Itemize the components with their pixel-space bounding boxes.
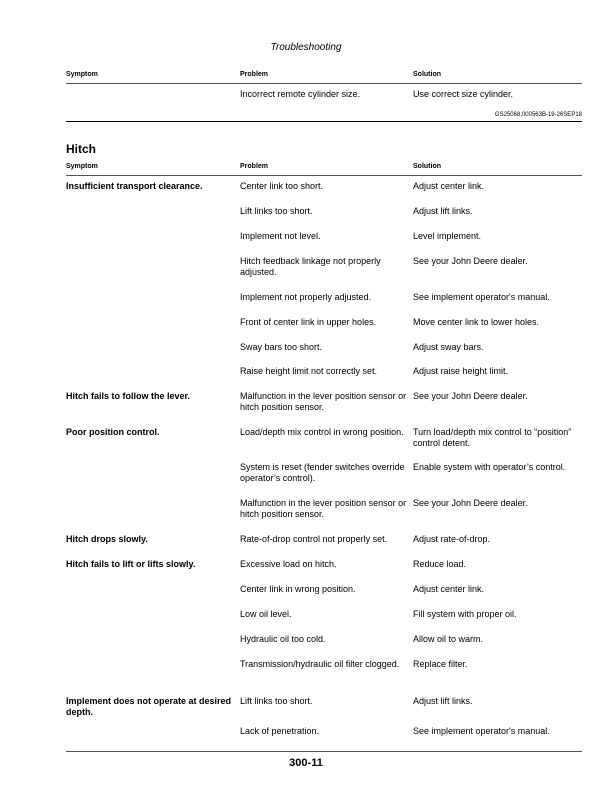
- hitch-header-solution: Solution: [413, 163, 441, 170]
- problem-cell: Rate-of-drop control not properly set.: [240, 534, 388, 544]
- solution-cell: Adjust sway bars.: [413, 342, 484, 352]
- table1-header-rule: [66, 83, 582, 84]
- running-head: Troubleshooting: [270, 42, 342, 53]
- problem-cell: Sway bars too short.: [240, 342, 323, 352]
- hitch-header-rule: [66, 175, 582, 176]
- problem-cell: Malfunction in the lever position sensor or hitch position sensor.: [240, 391, 407, 412]
- problem-cell: Excessive load on hitch.: [240, 559, 337, 569]
- problem-cell: Center link too short.: [240, 181, 324, 191]
- solution-cell: Level implement.: [413, 231, 482, 241]
- table1-header-problem: Problem: [240, 71, 269, 78]
- problem-cell: Front of center link in upper holes.: [240, 317, 377, 327]
- symptom-cell: Hitch fails to follow the lever.: [66, 391, 191, 401]
- solution-cell: Adjust center link.: [413, 181, 485, 191]
- problem-cell: Incorrect remote cylinder size.: [240, 89, 361, 99]
- problem-cell: System is reset (fender switches override operator’s control).: [240, 462, 405, 483]
- solution-cell: Adjust raise height limit.: [413, 366, 509, 376]
- section-title: Hitch: [66, 142, 96, 156]
- solution-cell: Fill system with proper oil.: [413, 609, 517, 619]
- problem-cell: Lift links too short.: [240, 696, 313, 706]
- table1-header-symptom: Symptom: [66, 71, 98, 78]
- symptom-cell: Insufficient transport clearance.: [66, 181, 203, 191]
- problem-cell: Implement not properly adjusted.: [240, 292, 372, 302]
- problem-cell: Hitch feedback linkage not properly adjusted.: [240, 256, 381, 277]
- symptom-cell: Poor position control.: [66, 427, 160, 437]
- solution-cell: See your John Deere dealer.: [413, 498, 528, 508]
- hitch-header-symptom: Symptom: [66, 163, 98, 170]
- solution-cell: See implement operator's manual.: [413, 726, 550, 736]
- solution-cell: Replace filter.: [413, 659, 468, 669]
- footer-rule: [66, 751, 582, 752]
- problem-cell: Hydraulic oil too cold.: [240, 634, 326, 644]
- solution-cell: Enable system with operator’s control.: [413, 462, 566, 472]
- symptom-cell: Hitch drops slowly.: [66, 534, 148, 544]
- solution-cell: Adjust rate-of-drop.: [413, 534, 491, 544]
- symptom-cell: Implement does not operate at desired depth.: [66, 696, 232, 717]
- section-divider: [66, 121, 582, 122]
- solution-cell: Turn load/depth mix control to “position” control detent.: [413, 427, 572, 448]
- problem-cell: Load/depth mix control in wrong position.: [240, 427, 404, 437]
- solution-cell: Allow oil to warm.: [413, 634, 484, 644]
- problem-cell: Lack of penetration.: [240, 726, 320, 736]
- table1-header-solution: Solution: [413, 71, 441, 78]
- problem-cell: Implement not level.: [240, 231, 321, 241]
- solution-cell: Adjust lift links.: [413, 696, 473, 706]
- solution-cell: See implement operator's manual.: [413, 292, 550, 302]
- problem-cell: Center link in wrong position.: [240, 584, 356, 594]
- solution-cell: See your John Deere dealer.: [413, 391, 528, 401]
- hitch-header-problem: Problem: [240, 163, 269, 170]
- document-reference: GS25068,000563B-19-26SEP18: [494, 112, 582, 118]
- problem-cell: Low oil level.: [240, 609, 292, 619]
- problem-cell: Transmission/hydraulic oil filter clogged.: [240, 659, 400, 669]
- problem-cell: Malfunction in the lever position sensor or hitch position sensor.: [240, 498, 407, 519]
- problem-cell: Lift links too short.: [240, 206, 313, 216]
- symptom-cell: Hitch fails to lift or lifts slowly.: [66, 559, 196, 569]
- solution-cell: Adjust lift links.: [413, 206, 473, 216]
- solution-cell: Move center link to lower holes.: [413, 317, 540, 327]
- solution-cell: Adjust center link.: [413, 584, 485, 594]
- problem-cell: Raise height limit not correctly set.: [240, 366, 378, 376]
- solution-cell: See your John Deere dealer.: [413, 256, 528, 266]
- solution-cell: Use correct size cylinder.: [413, 89, 514, 99]
- solution-cell: Reduce load.: [413, 559, 467, 569]
- page-number: 300-11: [289, 757, 323, 769]
